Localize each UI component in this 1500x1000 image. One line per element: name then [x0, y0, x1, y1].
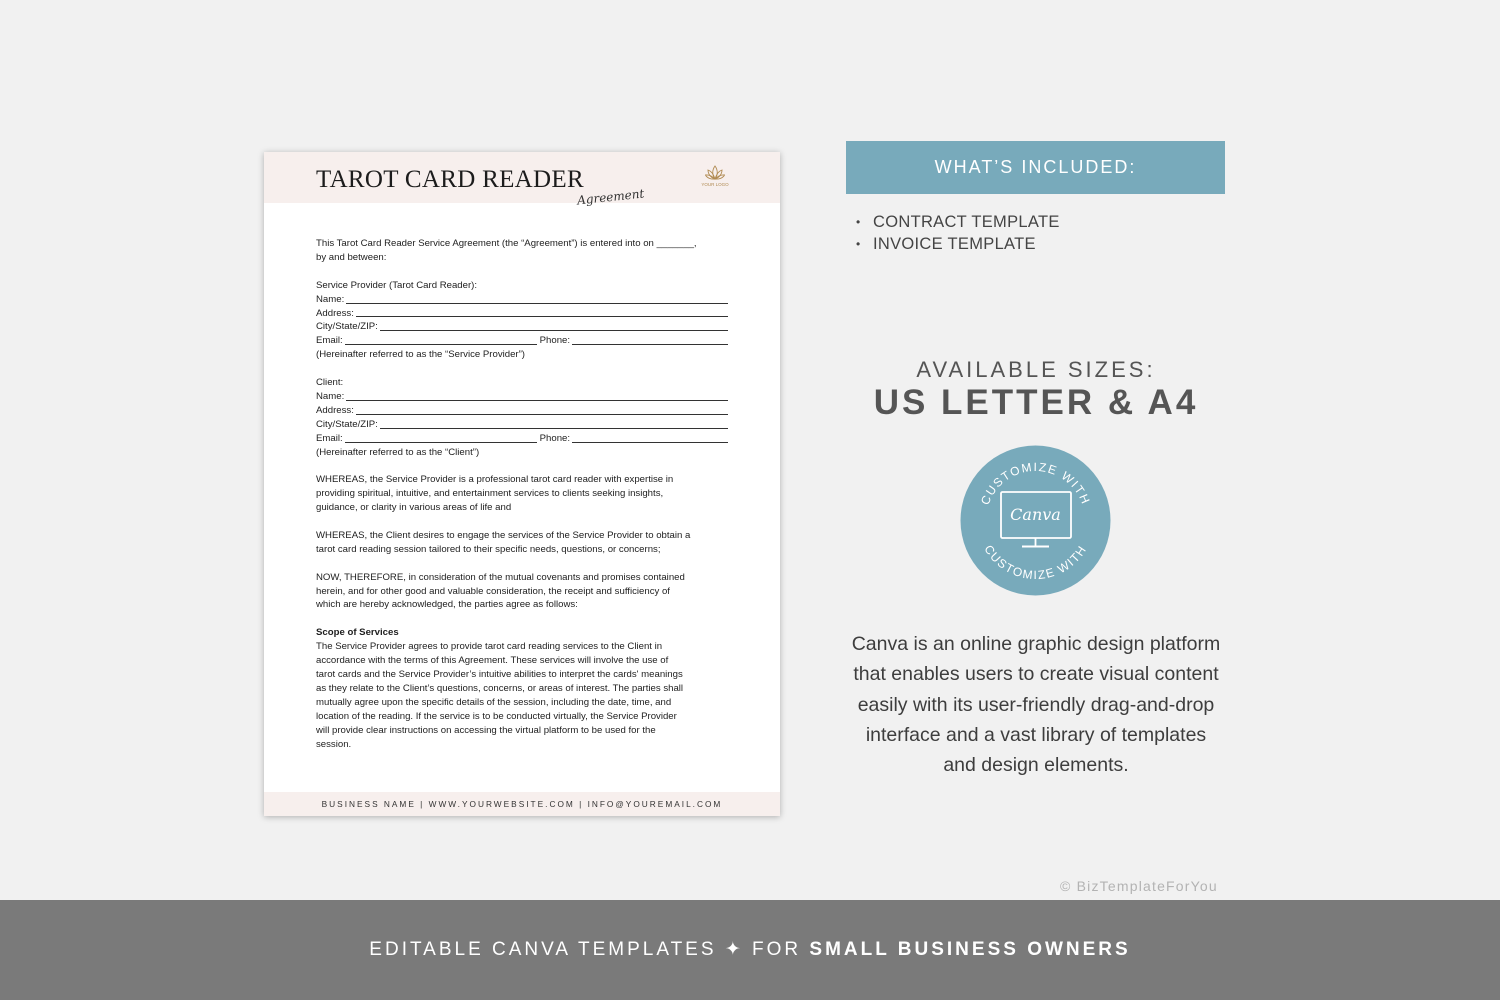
included-list [856, 211, 1060, 255]
canva-brand-text: Canva [1010, 505, 1061, 524]
scope-line: session. [316, 738, 352, 750]
scope-line: location of the reading. If the service is to be conducted virtually, the Service Provider [316, 710, 677, 722]
whereas-line: WHEREAS, the Service Provider is a professional tarot card reader with expertise in [316, 474, 674, 486]
document-body [316, 237, 728, 751]
list-item-label: INVOICE TEMPLATE [873, 235, 1036, 253]
sparkle-icon: ✦ [724, 939, 744, 960]
client-note: (Hereinafter referred to as the “Client”) [316, 446, 480, 458]
provider-heading: Service Provider (Tarot Card Reader): [316, 279, 478, 291]
lotus-logo [700, 165, 730, 187]
description-line: that enables users to create visual content [853, 663, 1219, 686]
description-line: easily with its user-friendly drag-and-drop [857, 693, 1215, 716]
logo-text: YOUR LOGO [701, 182, 729, 187]
scope-line: will provide clear instructions on accessing the virtual platform to be used for the [316, 724, 656, 736]
badge-ring-text-bottom: CUSTOMIZE WITH [981, 542, 1090, 583]
sizes-label: AVAILABLE SIZES: [916, 357, 1156, 382]
blank-line [346, 399, 728, 401]
provider-address-field [316, 307, 728, 321]
blank-line [380, 329, 728, 331]
field-label: Name: [316, 390, 345, 402]
blank-line [572, 441, 728, 443]
whereas-line: WHEREAS, the Client desires to engage the services of the Service Provider to obtain a [316, 529, 691, 541]
scope-line: tarot cards and the Service Provider’s intuitive abilities to interpret the cards' meanings [316, 669, 683, 680]
therefore-line: NOW, THEREFORE, in consideration of the mutual covenants and promises contained [316, 571, 685, 583]
document-footer: BUSINESS NAME | WWW.YOURWEBSITE.COM | INFO@YOUREMAIL.COM [264, 792, 780, 816]
whereas-line: tarot card reading session tailored to their specific needs, questions, or concerns; [316, 543, 661, 555]
lotus-icon [705, 165, 725, 181]
client-name-field [316, 390, 728, 404]
whereas-line: providing spiritual, intuitive, and entertainment services to clients seeking insights, [316, 488, 664, 500]
field-label: City/State/ZIP: [316, 321, 378, 333]
bottom-banner [0, 900, 1500, 1000]
badge-ring-text-top: CUSTOMIZE WITH [977, 459, 1094, 507]
blank-line [346, 302, 728, 304]
client-contact-field [316, 432, 728, 446]
description-line: Canva is an online graphic design platform [851, 633, 1221, 655]
therefore-line: which are hereby acknowledged, the parties agree as follows: [316, 599, 578, 611]
agreement-document-preview [264, 152, 780, 816]
banner-text-part3: SMALL BUSINESS OWNERS [809, 939, 1131, 960]
scope-line: accordance with the terms of this Agreement. These services will involve the use of [316, 655, 669, 667]
field-label: Email: [316, 335, 343, 347]
document-subtitle: Agreement [576, 186, 645, 208]
scope-line: The Service Provider agrees to provide tarot card reading services to the Client in [316, 641, 663, 653]
client-heading: Client: [316, 377, 344, 389]
document-title: TAROT CARD READER [316, 166, 584, 193]
list-item [856, 233, 1060, 255]
scope-heading: Scope of Services [316, 627, 399, 639]
sizes-value: US LETTER & A4 [873, 383, 1199, 422]
canva-description [816, 629, 1256, 780]
scope-line: as they relate to the Client’s questions, concerns, or areas of interest. The parties shall [316, 682, 684, 694]
blank-line [380, 427, 728, 429]
bullet-icon: • [856, 237, 861, 251]
copyright-text: © BizTemplateForYou [1060, 878, 1218, 894]
field-label: Name: [316, 293, 345, 305]
whereas-line: guidance, or clarity in various areas of life and [316, 502, 512, 514]
provider-city-field [316, 320, 728, 334]
field-label: City/State/ZIP: [316, 418, 378, 430]
provider-note: (Hereinafter referred to as the “Service Provider”) [316, 349, 526, 361]
description-line: and design elements. [943, 754, 1129, 777]
field-label: Email: [316, 432, 343, 444]
scope-line: mutually agree upon the specific details of the session, including the date, time, and [316, 696, 672, 708]
list-item-label: CONTRACT TEMPLATE [873, 213, 1060, 231]
blank-line [356, 413, 728, 415]
provider-name-field [316, 293, 728, 307]
bullet-icon: • [856, 215, 861, 229]
blank-line [345, 441, 537, 443]
field-label: Address: [316, 307, 354, 319]
therefore-line: herein, and for other good and valuable consideration, the receipt and sufficiency of [316, 585, 670, 597]
client-city-field [316, 418, 728, 432]
intro-line: This Tarot Card Reader Service Agreement (the “Agreement”) is entered into on _______, [316, 238, 697, 249]
whats-included-banner: WHAT’S INCLUDED: [846, 141, 1225, 194]
client-address-field [316, 404, 728, 418]
description-line: interface and a vast library of templates [865, 723, 1207, 746]
blank-line [356, 315, 728, 317]
intro-line: by and between: [316, 251, 387, 263]
banner-text-part2: FOR [752, 939, 802, 960]
banner-text-part1: EDITABLE CANVA TEMPLATES [369, 939, 717, 960]
field-label: Phone: [539, 432, 571, 444]
field-label: Address: [316, 404, 354, 416]
field-label: Phone: [539, 335, 571, 347]
provider-contact-field [316, 334, 728, 348]
blank-line [345, 343, 537, 345]
document-header [264, 152, 780, 208]
customize-with-canva-badge [960, 445, 1111, 596]
blank-line [572, 343, 728, 345]
list-item [856, 211, 1060, 233]
